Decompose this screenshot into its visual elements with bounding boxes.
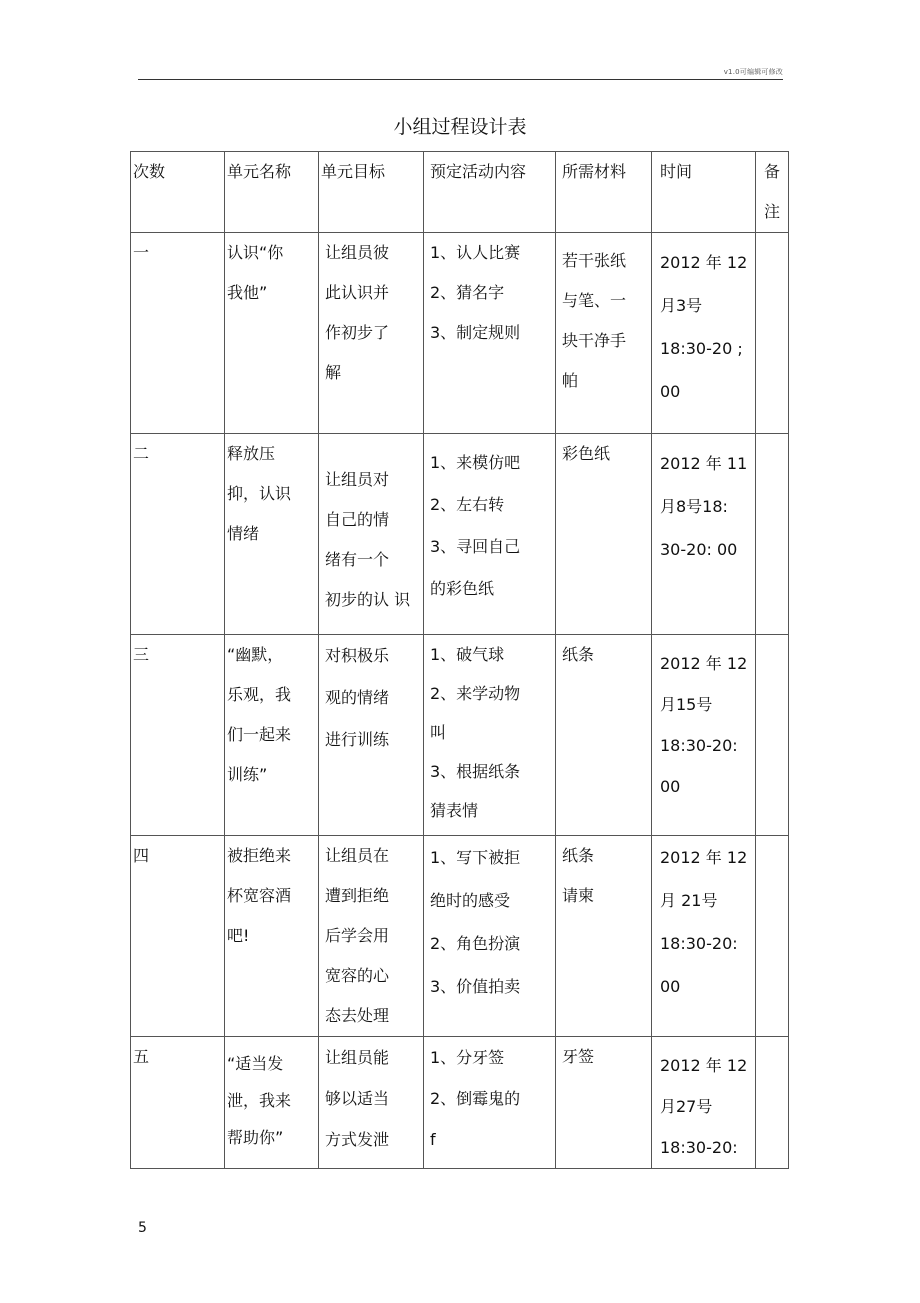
header-rule xyxy=(138,79,783,80)
table-row xyxy=(131,434,789,635)
row-materials: 纸条 xyxy=(562,645,595,664)
header-num: 次数 xyxy=(133,162,166,181)
row-name: 认识“你 我他” xyxy=(227,243,284,302)
row-activities: 1、分牙签 2、倒霉鬼的 f xyxy=(430,1048,521,1149)
row-time: 2012 年 11 月8号18: 30-20: 00 xyxy=(660,454,748,559)
header-time: 时间 xyxy=(660,162,693,181)
row-time: 2012 年 12 月27号 18:30-20: xyxy=(660,1056,748,1157)
table-header-row xyxy=(131,152,789,233)
row-num: 一 xyxy=(133,243,150,262)
row-goal: 让组员对 自己的情 绪有一个 初步的认 识 xyxy=(325,470,411,609)
row-activities: 1、写下被拒 绝时的感受 2、角色扮演 3、价值拍卖 xyxy=(430,848,521,996)
table-row xyxy=(131,233,789,434)
row-name: 释放压 抑，认识 情绪 xyxy=(227,444,292,543)
row-materials: 彩色纸 xyxy=(562,444,611,463)
header-name: 单元名称 xyxy=(227,162,292,181)
page-title: 小组过程设计表 xyxy=(393,116,527,138)
row-name: 被拒绝来 杯宽容酒 吧! xyxy=(227,846,292,945)
header-cell xyxy=(319,152,424,233)
row-goal: 让组员彼 此认识并 作初步了 解 xyxy=(325,243,390,382)
row-activities: 1、来模仿吧 2、左右转 3、寻回自己 的彩色纸 xyxy=(430,453,521,598)
header-cell xyxy=(556,152,652,233)
row-name: “幽默， 乐观，我 们一起来 训练” xyxy=(227,645,292,784)
header-goal: 单元目标 xyxy=(321,162,386,181)
row-materials: 纸条 请柬 xyxy=(562,846,595,905)
row-num: 四 xyxy=(133,846,150,865)
row-name: “适当发 泄，我来 帮助你” xyxy=(227,1054,292,1147)
row-num: 三 xyxy=(133,645,150,664)
page-number: 5 xyxy=(138,1220,147,1236)
row-materials: 牙签 xyxy=(562,1047,595,1066)
header-cell xyxy=(424,152,556,233)
row-time: 2012 年 12 月 21号 18:30-20: 00 xyxy=(660,848,748,996)
design-table xyxy=(130,151,789,1169)
row-time: 2012 年 12 月3号 18:30-20 ; 00 xyxy=(660,253,748,401)
header-cell xyxy=(756,152,789,233)
row-materials: 若干张纸 与笔、一 块干净手 帕 xyxy=(562,251,627,390)
header-cell xyxy=(652,152,756,233)
row-goal: 对积极乐 观的情绪 进行训练 xyxy=(325,646,390,749)
header-materials: 所需材料 xyxy=(562,162,627,181)
row-num: 二 xyxy=(133,444,150,463)
table-row xyxy=(131,1037,789,1169)
row-activities: 1、破气球 2、来学动物 叫 3、根据纸条 猜表情 xyxy=(430,645,521,820)
version-note: v1.0可编辑可修改 xyxy=(723,68,783,76)
row-goal: 让组员能 够以适当 方式发泄 xyxy=(325,1048,390,1149)
table-row xyxy=(131,635,789,836)
header-activities: 预定活动内容 xyxy=(430,162,527,181)
row-time: 2012 年 12 月15号 18:30-20: 00 xyxy=(660,654,748,796)
row-num: 五 xyxy=(133,1047,150,1066)
header-cell xyxy=(131,152,225,233)
row-activities: 1、认人比赛 2、猜名字 3、制定规则 xyxy=(430,243,521,342)
header-cell xyxy=(225,152,319,233)
header-note: 备 注 xyxy=(763,162,780,221)
row-goal: 让组员在 遭到拒绝 后学会用 宽容的心 态去处理 xyxy=(325,846,390,1025)
table-row xyxy=(131,836,789,1037)
